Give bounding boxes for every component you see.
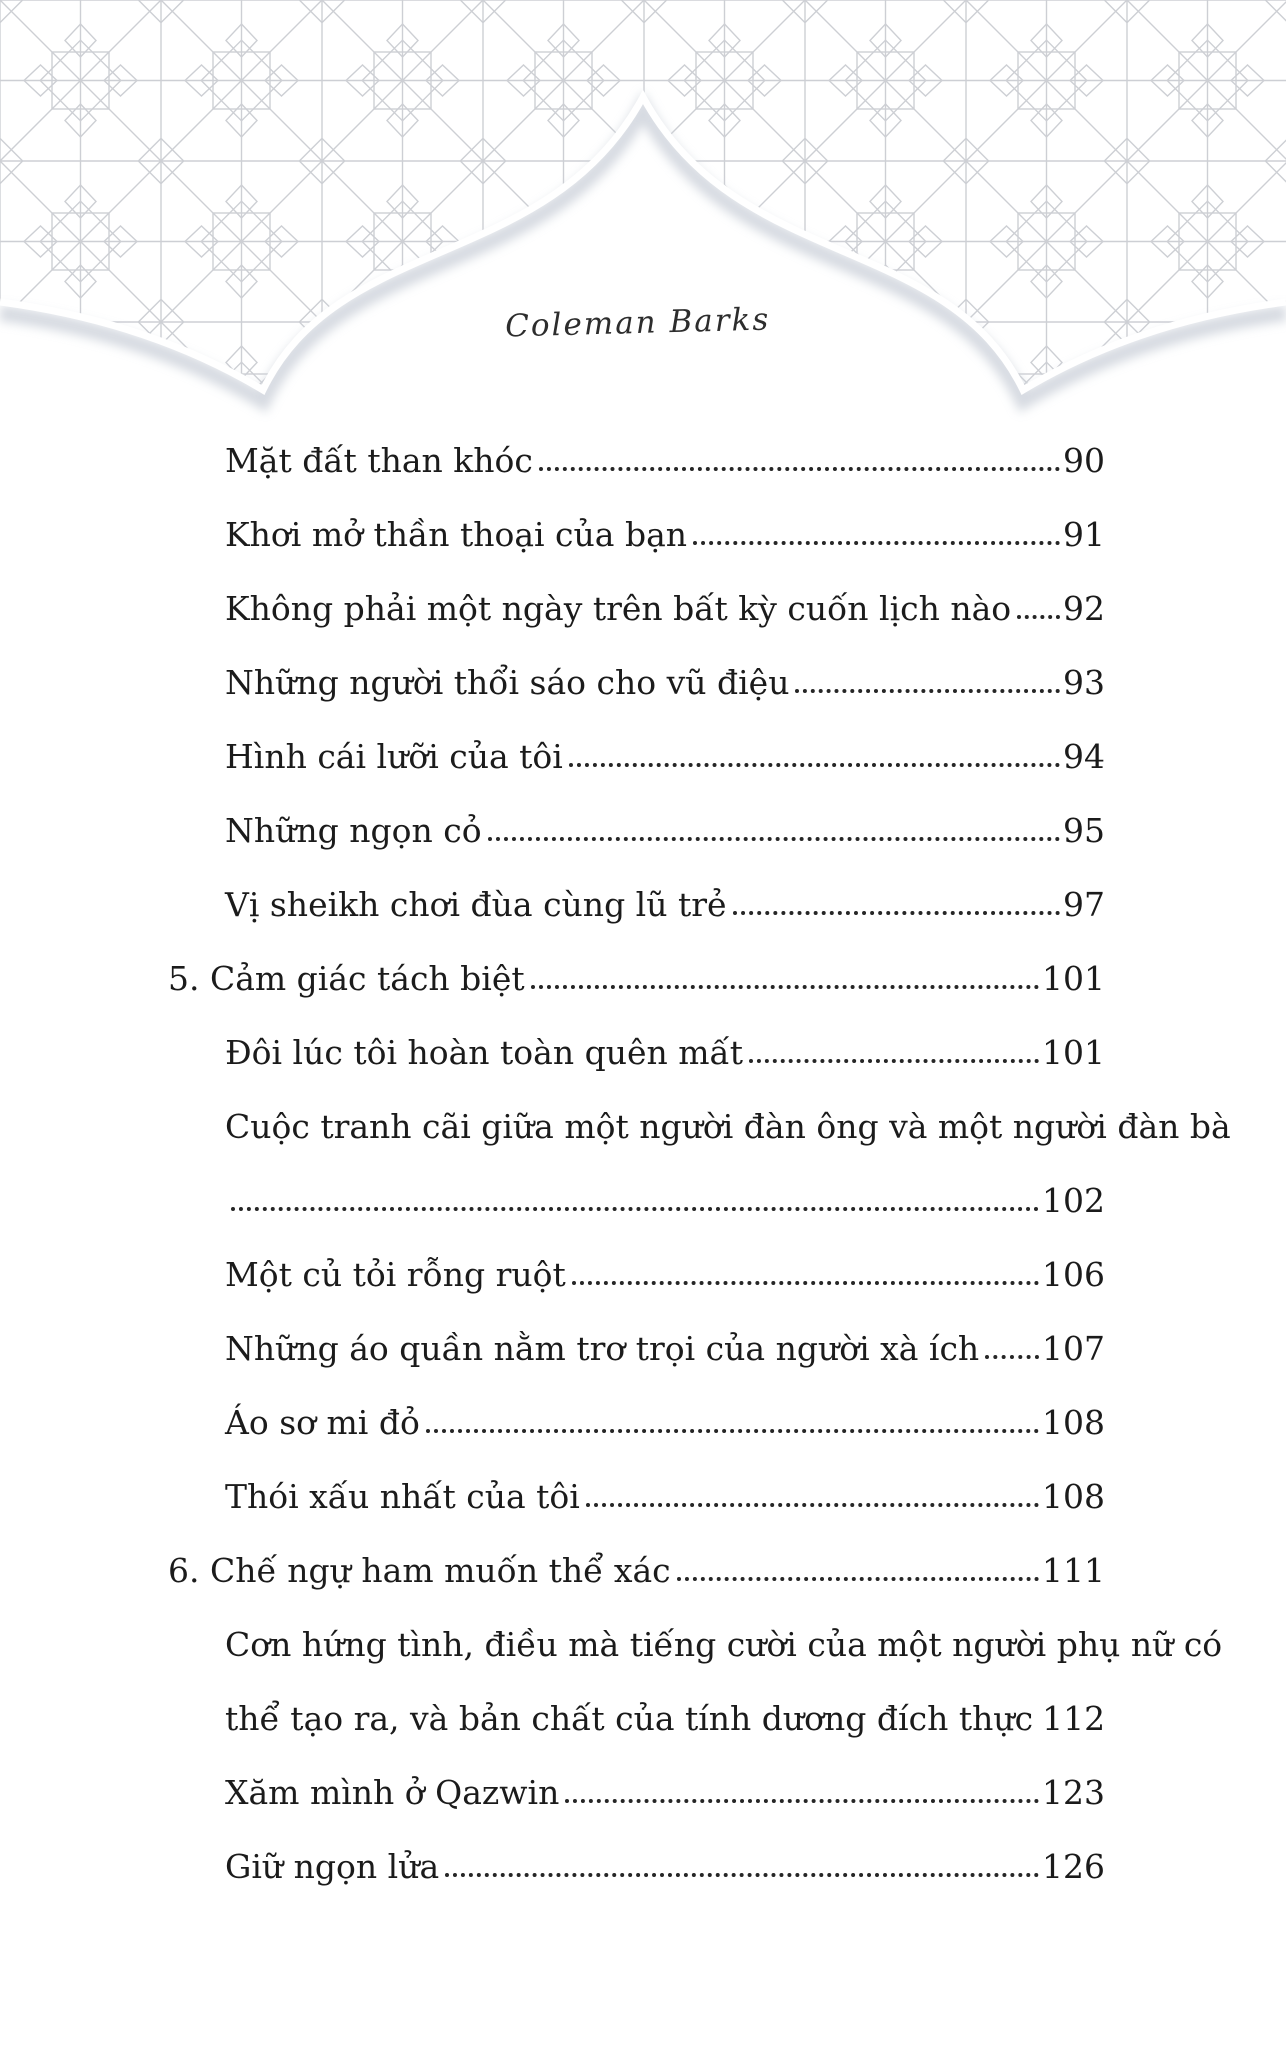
toc-page-number: 94 <box>1063 737 1105 776</box>
toc-page-number: 108 <box>1042 1403 1105 1442</box>
toc-row <box>168 1306 1105 1380</box>
toc-row <box>168 1380 1105 1454</box>
toc-page-number: 108 <box>1042 1477 1105 1516</box>
toc-row <box>168 714 1105 788</box>
toc-page-number: 123 <box>1042 1773 1105 1812</box>
toc-entry-label: Vị sheikh chơi đùa cùng lũ trẻ <box>225 885 727 925</box>
toc-entry-label: Thói xấu nhất của tôi <box>225 1477 580 1517</box>
toc-entry-label: Đôi lúc tôi hoàn toàn quên mất <box>225 1033 744 1073</box>
toc-page-number: 95 <box>1063 811 1105 850</box>
toc-page-number: 101 <box>1042 1033 1105 1072</box>
toc-page-number: 112 <box>1042 1699 1106 1738</box>
toc-leader-dots <box>586 1503 1039 1507</box>
decorative-banner <box>0 0 1286 430</box>
toc-leader-dots <box>488 837 1060 841</box>
toc-row <box>168 1084 1231 1158</box>
toc-page-number: 111 <box>1042 1551 1105 1590</box>
toc-page-number: 106 <box>1042 1255 1105 1294</box>
toc-row <box>168 862 1105 936</box>
toc-leader-dots <box>1017 615 1060 619</box>
toc-page-number: 92 <box>1063 589 1105 628</box>
toc-row <box>168 1676 1105 1750</box>
toc-entry-label: Một củ tỏi rỗng ruột <box>225 1255 566 1295</box>
toc-page-number: 93 <box>1063 663 1105 702</box>
toc-entry-label: Mặt đất than khóc <box>225 441 533 481</box>
toc-row <box>168 1454 1105 1528</box>
toc-entry-label: Những áo quần nằm trơ trọi của người xà ích <box>225 1329 980 1369</box>
toc-leader-dots <box>795 689 1060 693</box>
toc-entry-label: Những ngọn cỏ <box>225 811 482 851</box>
toc-page-number: 126 <box>1042 1847 1105 1886</box>
toc-row <box>168 1602 1223 1676</box>
toc-leader-dots <box>749 1059 1039 1063</box>
toc-leader-dots <box>445 1873 1039 1877</box>
toc-entry-label: Hình cái lưỡi của tôi <box>225 737 563 777</box>
toc-row <box>168 788 1105 862</box>
toc-leader-dots <box>539 467 1060 471</box>
toc-leader-dots <box>531 985 1039 989</box>
toc-row <box>168 566 1105 640</box>
toc-page-number: 101 <box>1042 959 1105 998</box>
toc-row <box>168 640 1105 714</box>
toc-row <box>168 492 1105 566</box>
toc-leader-dots <box>565 1799 1039 1803</box>
toc-entry-label: Không phải một ngày trên bất kỳ cuốn lịch nào <box>225 589 1012 629</box>
toc-leader-dots <box>677 1577 1039 1581</box>
toc-leader-dots <box>569 763 1060 767</box>
author-signature: Coleman Barks <box>504 301 771 345</box>
toc-leader-dots <box>426 1429 1039 1433</box>
toc-row <box>168 1010 1105 1084</box>
toc-leader-dots <box>572 1281 1039 1285</box>
toc-row <box>168 1528 1105 1602</box>
toc-row <box>168 1158 1105 1232</box>
toc-leader-dots <box>231 1207 1039 1211</box>
toc-page-number: 90 <box>1063 441 1105 480</box>
toc-entry-label: Giữ ngọn lửa <box>225 1847 440 1887</box>
toc-entry-label: Cuộc tranh cãi giữa một người đàn ông và một người đàn bà <box>225 1107 1231 1147</box>
toc-leader-dots <box>733 911 1060 915</box>
toc-page-number: 91 <box>1063 515 1105 554</box>
table-of-contents <box>168 418 1231 1898</box>
toc-entry-label: Xăm mình ở Qazwin <box>225 1773 560 1813</box>
toc-leader-dots <box>985 1355 1039 1359</box>
toc-row <box>168 936 1105 1010</box>
toc-entry-label: thể tạo ra, và bản chất của tính dương đích thực <box>225 1699 1034 1739</box>
toc-page-number: 107 <box>1042 1329 1105 1368</box>
toc-row <box>168 418 1105 492</box>
toc-row <box>168 1750 1105 1824</box>
toc-entry-label: 5. Cảm giác tách biệt <box>168 959 525 999</box>
toc-entry-label: 6. Chế ngự ham muốn thể xác <box>168 1551 671 1591</box>
toc-entry-label: Khơi mở thần thoại của bạn <box>225 515 687 555</box>
toc-entry-label: Cơn hứng tình, điều mà tiếng cười của một người phụ nữ có <box>225 1625 1223 1665</box>
toc-entry-label: Áo sơ mi đỏ <box>225 1403 420 1443</box>
toc-page-number: 102 <box>1042 1181 1105 1220</box>
toc-row <box>168 1232 1105 1306</box>
toc-row <box>168 1824 1105 1898</box>
toc-entry-label: Những người thổi sáo cho vũ điệu <box>225 663 790 703</box>
toc-leader-dots <box>693 541 1060 545</box>
toc-page-number: 97 <box>1063 885 1105 924</box>
